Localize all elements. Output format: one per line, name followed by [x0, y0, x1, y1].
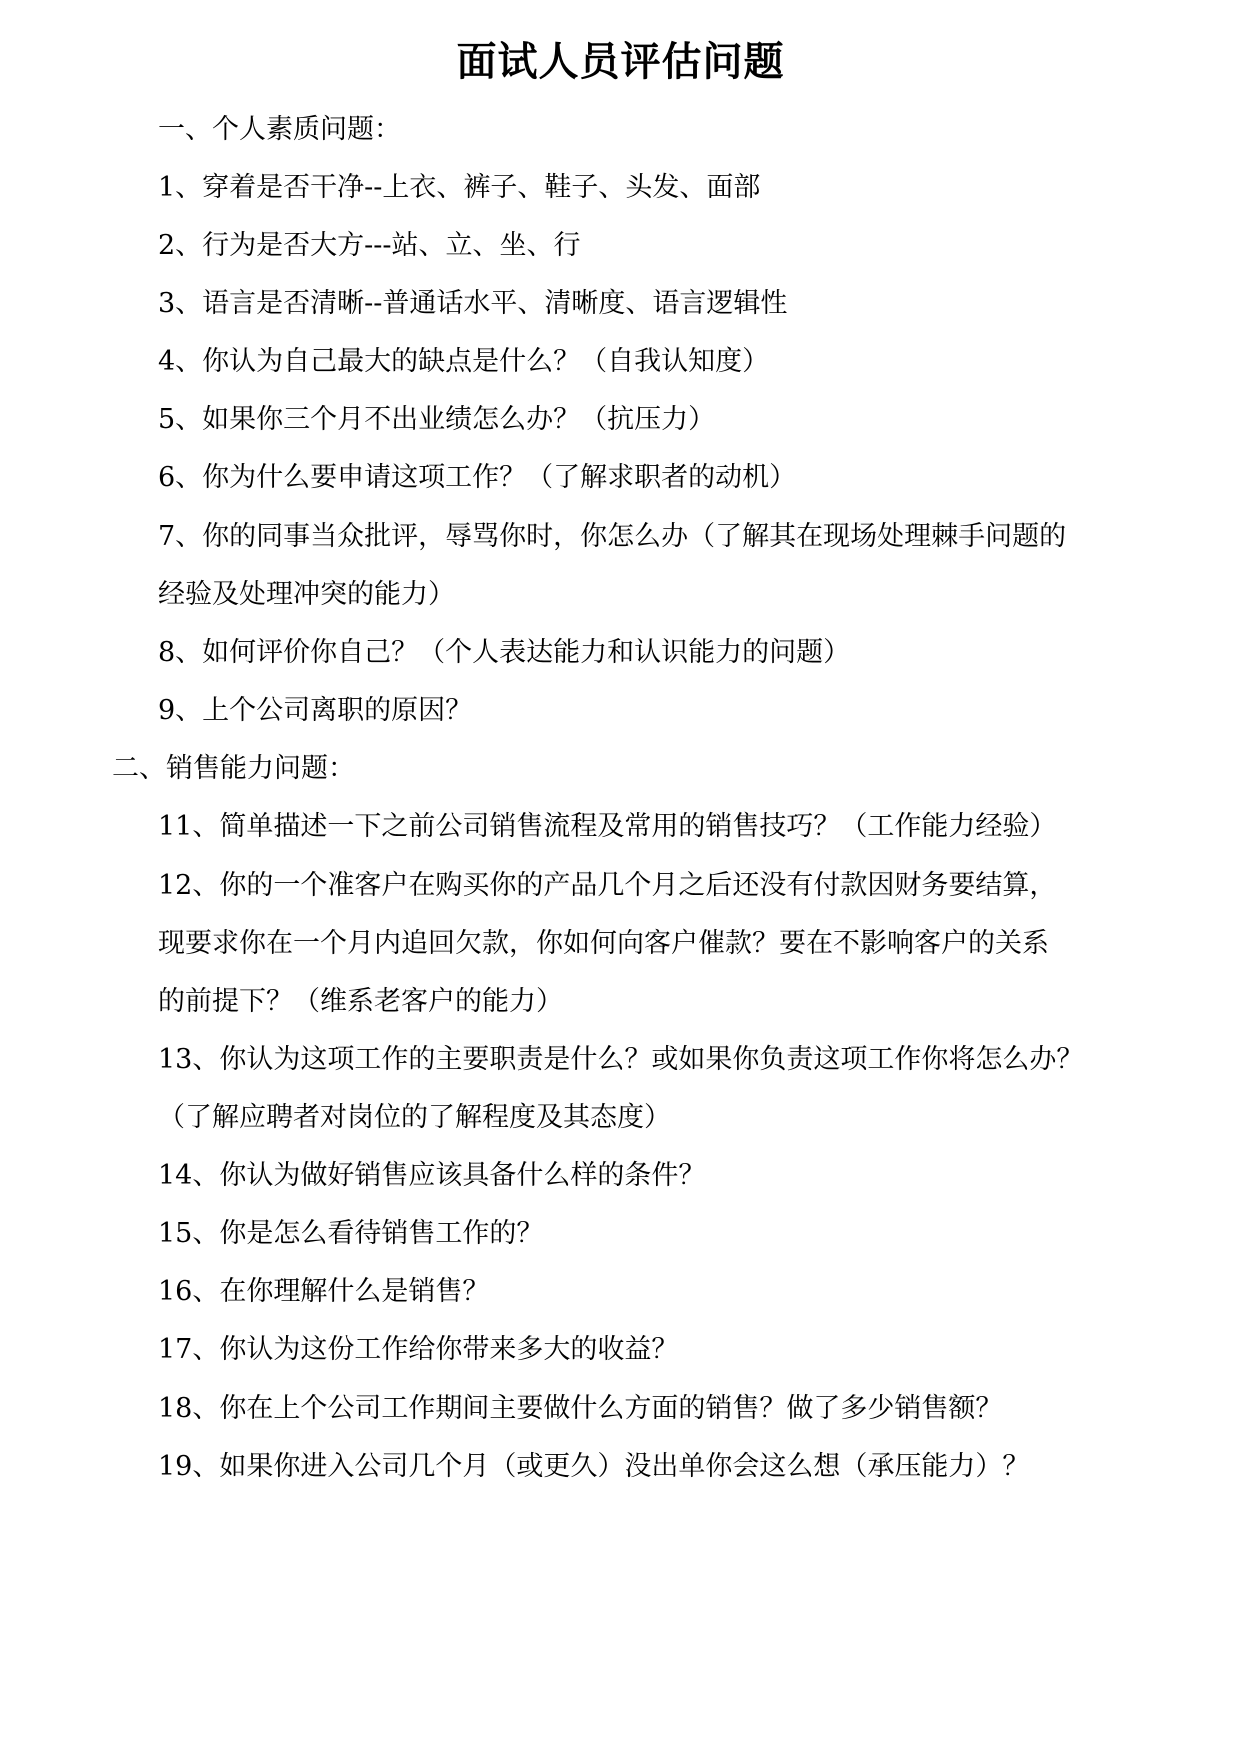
question-3: 3、语言是否清晰--普通话水平、清晰度、语言逻辑性 — [158, 288, 788, 319]
question-12-continued-1: 现要求你在一个月内追回欠款，你如何向客户催款？要在不影响客户的关系 — [158, 928, 1049, 959]
question-7-continued: 经验及处理冲突的能力） — [158, 579, 455, 610]
question-8: 8、如何评价你自己？（个人表达能力和认识能力的问题） — [158, 637, 851, 668]
question-13-continued: （了解应聘者对岗位的了解程度及其态度） — [158, 1102, 671, 1133]
question-19: 19、如果你进入公司几个月（或更久）没出单你会这么想（承压能力）？ — [158, 1451, 1030, 1482]
question-18: 18、你在上个公司工作期间主要做什么方面的销售？做了多少销售额？ — [158, 1393, 1003, 1424]
question-11: 11、简单描述一下之前公司销售流程及常用的销售技巧？（工作能力经验） — [158, 811, 1057, 842]
question-15: 15、你是怎么看待销售工作的？ — [158, 1218, 544, 1249]
question-1: 1、穿着是否干净--上衣、裤子、鞋子、头发、面部 — [158, 172, 761, 203]
question-4: 4、你认为自己最大的缺点是什么？（自我认知度） — [158, 346, 770, 377]
question-16: 16、在你理解什么是销售？ — [158, 1276, 490, 1307]
question-7: 7、你的同事当众批评，辱骂你时，你怎么办（了解其在现场处理棘手问题的 — [158, 521, 1067, 552]
question-12: 12、你的一个准客户在购买你的产品几个月之后还没有付款因财务要结算， — [158, 870, 1057, 901]
section-heading-personal-quality: 一、个人素质问题： — [158, 114, 401, 145]
question-17: 17、你认为这份工作给你带来多大的收益？ — [158, 1334, 679, 1365]
page-title: 面试人员评估问题 — [456, 39, 785, 85]
question-6: 6、你为什么要申请这项工作？（了解求职者的动机） — [158, 462, 797, 493]
question-13: 13、你认为这项工作的主要职责是什么？或如果你负责这项工作你将怎么办？ — [158, 1044, 1084, 1075]
question-5: 5、如果你三个月不出业绩怎么办？（抗压力） — [158, 404, 716, 435]
question-2: 2、行为是否大方---站、立、坐、行 — [158, 230, 581, 261]
question-12-continued-2: 的前提下？（维系老客户的能力） — [158, 986, 563, 1017]
question-9: 9、上个公司离职的原因？ — [158, 695, 473, 726]
section-heading-sales-ability: 二、销售能力问题： — [112, 753, 355, 784]
question-14: 14、你认为做好销售应该具备什么样的条件？ — [158, 1160, 706, 1191]
